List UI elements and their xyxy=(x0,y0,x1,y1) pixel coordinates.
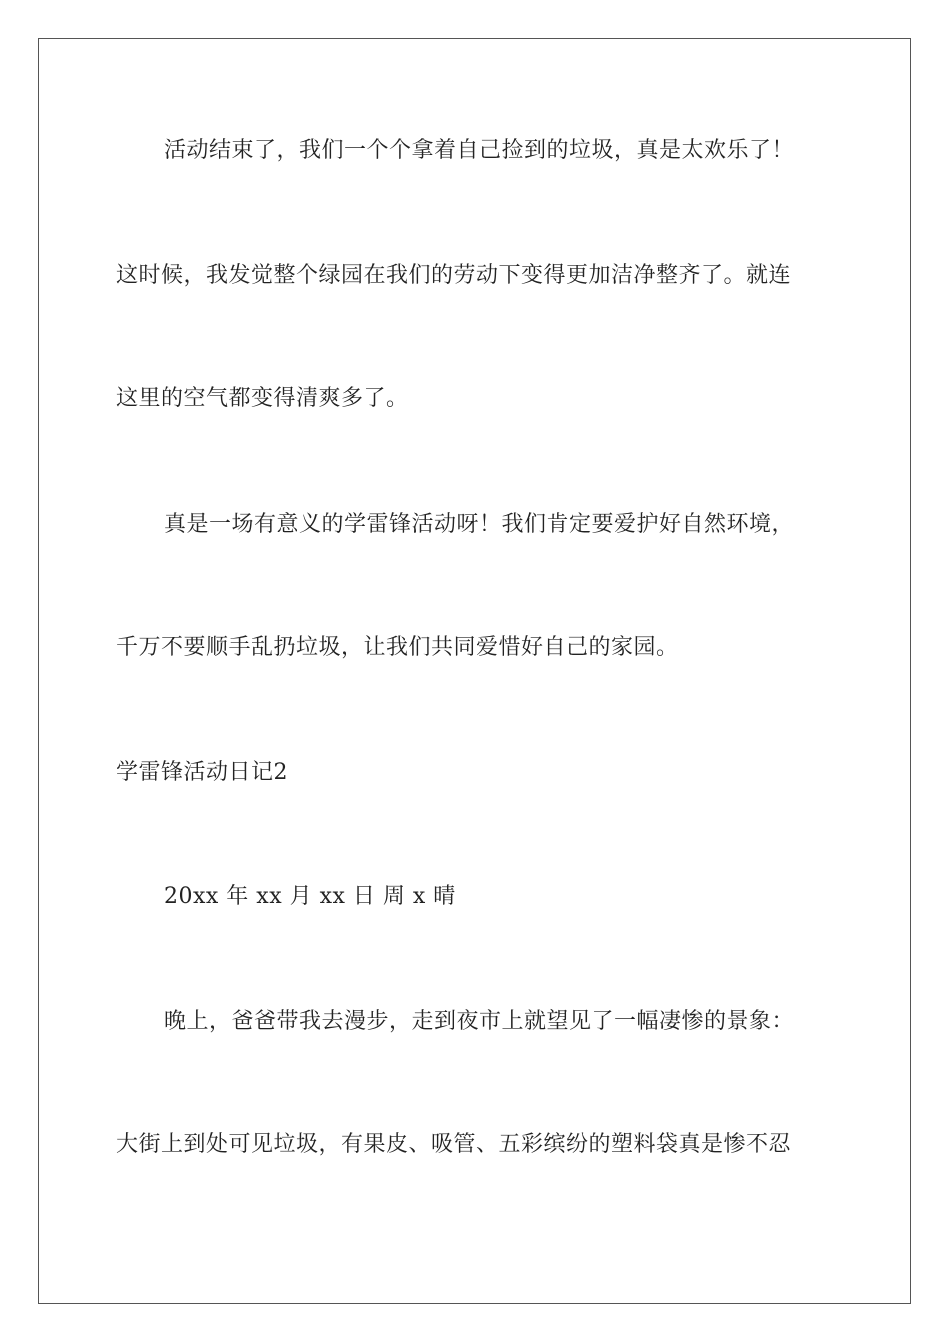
paragraph-line-6: 晚上，爸爸带我去漫步，走到夜市上就望见了一幅凄惨的景象： xyxy=(164,1009,795,1034)
paragraph-line-4: 真是一场有意义的学雷锋活动呀！我们肯定要爱护好自然环境， xyxy=(164,512,795,537)
paragraph-line-1: 活动结束了，我们一个个拿着自己捡到的垃圾，真是太欢乐了！ xyxy=(164,138,795,163)
section-heading: 学雷锋活动日记2 xyxy=(116,760,288,785)
paragraph-line-3: 这里的空气都变得清爽多了。 xyxy=(116,386,409,411)
paragraph-line-7: 大街上到处可见垃圾，有果皮、吸管、五彩缤纷的塑料袋真是惨不忍 xyxy=(116,1132,792,1157)
paragraph-line-2: 这时候，我发觉整个绿园在我们的劳动下变得更加洁净整齐了。就连 xyxy=(116,263,792,288)
page-border xyxy=(38,38,911,1304)
paragraph-line-5: 千万不要顺手乱扔垃圾，让我们共同爱惜好自己的家园。 xyxy=(116,635,679,660)
diary-date-line: 20xx 年 xx 月 xx 日 周 x 晴 xyxy=(164,884,456,909)
